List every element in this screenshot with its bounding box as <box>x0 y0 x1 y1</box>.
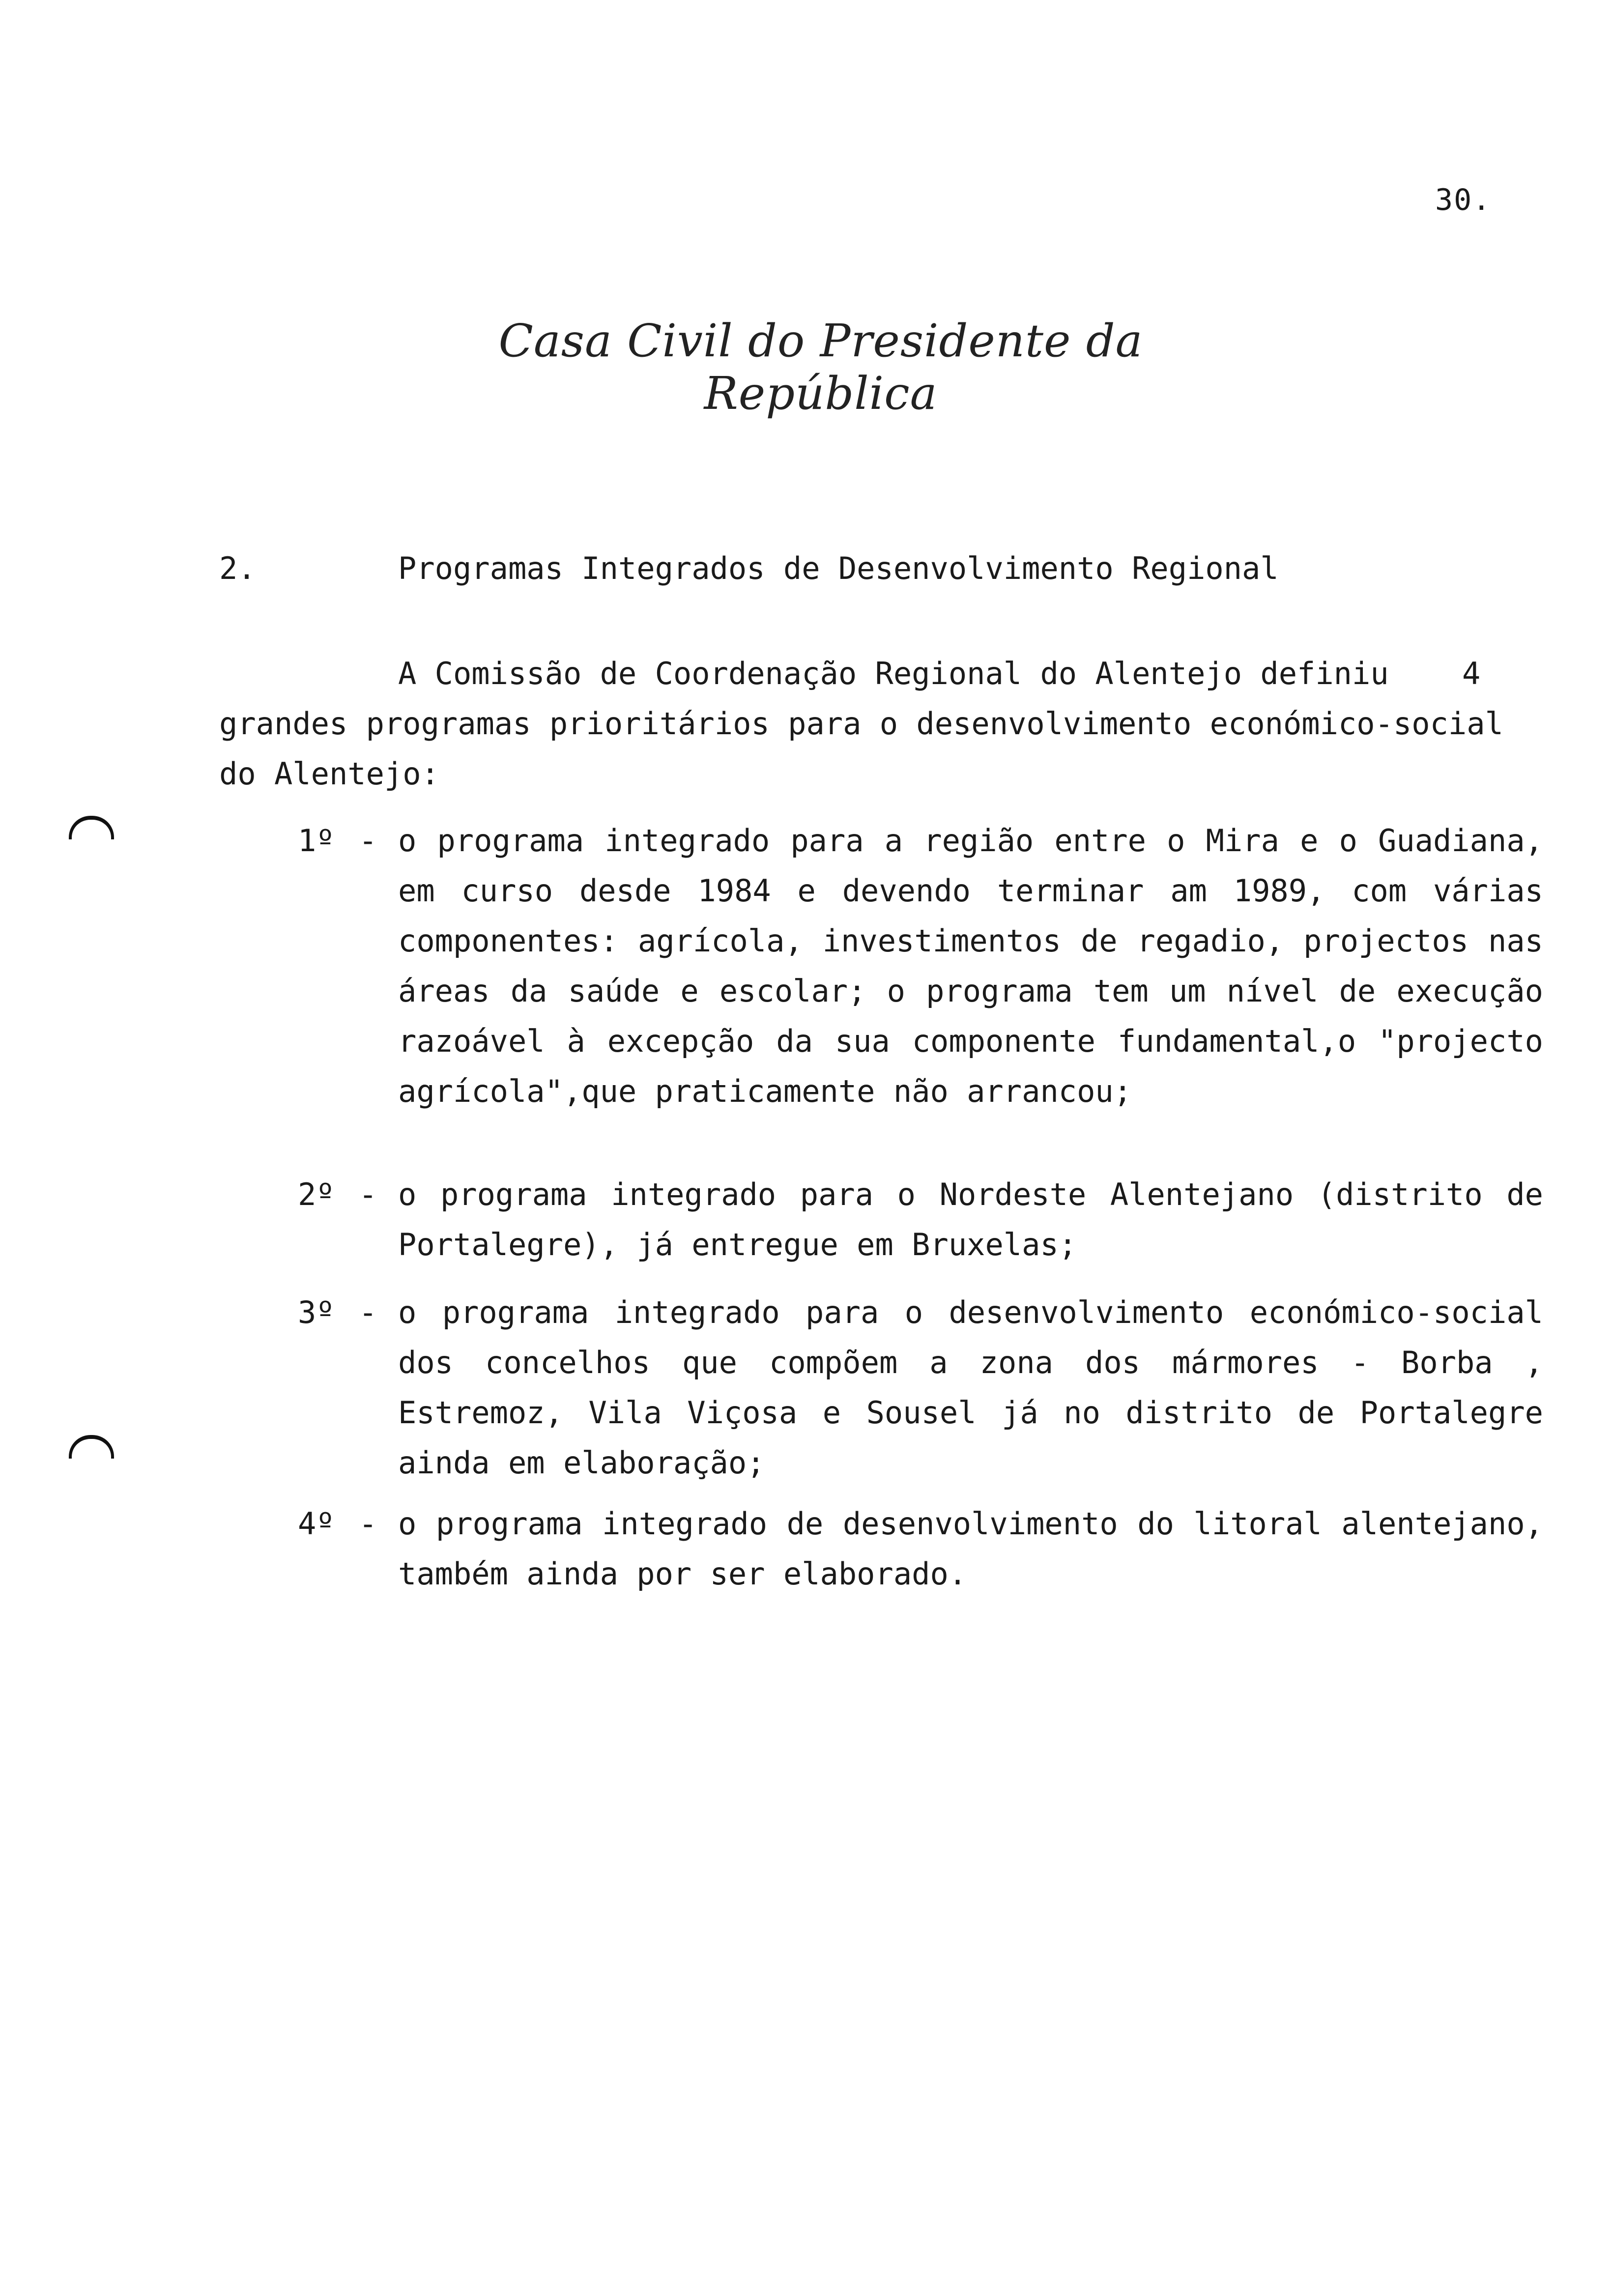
list-item-dash: - <box>359 823 377 859</box>
list-item-2 <box>298 1170 1556 1270</box>
letterhead: Casa Civil do Presidente da República <box>498 315 1143 420</box>
list-item-number: 3º <box>298 1294 335 1330</box>
section-number: 2. <box>219 550 256 586</box>
punch-hole-mark-top <box>69 816 114 839</box>
intro-rest: grandes programas prioritários para o desenvolvimento económico-social do Alentejo: <box>219 706 1503 792</box>
list-item-number: 1º <box>298 823 335 859</box>
page-number: 30. <box>1435 183 1492 217</box>
list-item-number: 4º <box>298 1506 335 1542</box>
list-item-dash: - <box>359 1506 377 1542</box>
list-item-3 <box>298 1288 1556 1488</box>
list-item-number: 2º <box>298 1177 335 1212</box>
intro-first-line: A Comissão de Coordenação Regional do Alentejo definiu 4 <box>398 656 1481 691</box>
list-item-text: o programa integrado para o Nordeste Alentejano (distrito de Portalegre), já entregue em Bruxelas; <box>398 1177 1543 1263</box>
list-item-text: o programa integrado para a região entre o Mira e o Guadiana, em curso desde 1984 e devendo terminar am 1989, com várias componentes: agrícola, investimentos de regadio, projectos nas áreas da saúde e escolar; o programa tem um nível de execução razoável à excepção da sua componente fundamental,o "projecto agrícola",que praticamente não arrancou; <box>398 823 1543 1109</box>
list-item-1 <box>298 816 1556 1117</box>
list-item-text: o programa integrado de desenvolvimento do litoral alentejano, também ainda por ser elaborado. <box>398 1506 1543 1592</box>
list-item-dash: - <box>359 1177 377 1212</box>
intro-paragraph <box>219 649 1546 799</box>
punch-hole-mark-bottom <box>69 1435 114 1459</box>
section-title: Programas Integrados de Desenvolvimento Regional <box>398 550 1279 586</box>
list-item-dash: - <box>359 1294 377 1330</box>
list-item-text: o programa integrado para o desenvolvimento económico-social dos concelhos que compõem a zona dos mármores - Borba , Estremoz, Vila Viçosa e Sousel já no distrito de Portalegre ainda em elaboração; <box>398 1294 1543 1481</box>
list-item-4 <box>298 1499 1556 1599</box>
